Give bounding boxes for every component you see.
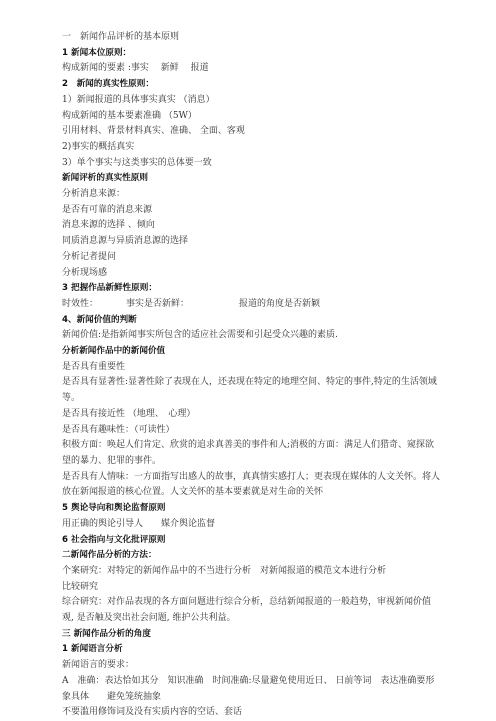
text-line: 积极方面：唤起人们肯定、欣赏的追求真善美的事件和人;消极的方面：满足人们猎奇、窥探欲望的暴力、犯罪的事件。 (62, 440, 435, 466)
text-line: 比较研究 (62, 581, 99, 592)
text-line: 个案研究：对特定的新闻作品中的不当进行分析 对新闻报道的模范文本进行分析 (62, 565, 387, 576)
document-block-1 (62, 30, 442, 297)
text-line: 同质消息源与异质消息源的选择 (62, 236, 189, 247)
section-heading: 6 社会指向与文化批评原则 (62, 534, 166, 545)
section-heading: 5 舆论导向和舆论监督原则 (62, 503, 166, 514)
text-line: 分析消息来源： (62, 189, 126, 200)
text-line: 分析记者提问 (62, 251, 117, 262)
text-line: 综合研究：对作品表现的各方面问题进行综合分析，总结新闻报道的一般趋势，审视新闻价值观, 是否触及突出社会问题, 维护公共利益。 (62, 597, 432, 624)
section-heading: 三 新闻作品分析的角度 (62, 628, 151, 639)
document-page (62, 30, 442, 721)
text-line: 是否具有显著性:显著性除了表现在人，还表现在特定的地理空间、特定的事件,特定的生活领域等。 (62, 377, 437, 404)
section-heading: 2 新闻的真实性原则： (62, 79, 154, 90)
section-heading: 新闻评析的真实性原则 (62, 173, 148, 184)
section-heading: 1 新闻本位原则： (62, 47, 132, 58)
timeliness-line (62, 297, 442, 313)
text-line: 1）新闻报道的具体事实真实 （消息） (62, 94, 215, 105)
section-heading: 3 把握作品新鲜性原则： (62, 283, 157, 294)
section-heading: 二新闻作品分析的方法： (62, 550, 157, 561)
document-block-2 (62, 313, 442, 721)
text-line: 用正确的舆论引导人 媒介舆论监督 (62, 518, 216, 529)
text-line: A 准确：表达恰如其分 知识准确 时间准确:尽量避免使用近日、 日前等词 表达准确要形象具体 避免笼统抽象 (62, 675, 435, 702)
text-line: 消息来源的选择 、倾向 (62, 220, 155, 231)
text-line: 一 新闻作品评析的基本原则 (62, 32, 180, 42)
text-line: 是否具有重要性 (62, 361, 126, 372)
text-line: 分析现场感 (62, 267, 108, 278)
freshness-label: 事实是否新鲜： (126, 298, 190, 309)
section-heading: 分析新闻作品中的新闻价值 (62, 346, 166, 357)
text-line: 是否具有趣味性：（可读性） (62, 424, 175, 435)
text-line: 2)事实的概括真实 (62, 141, 135, 152)
text-line: 是否有可靠的消息来源 (62, 204, 153, 215)
text-line: 3）单个事实与这类事实的总体要一致 (62, 157, 212, 168)
text-line: 是否具有接近性 （地理、 心理） (62, 408, 196, 419)
section-heading: 4、新闻价值的判断 (62, 314, 137, 325)
section-heading: 1 新闻语言分析 (62, 644, 123, 655)
text-line: 新闻价值:是指新闻事实所包含的适应社会需要和引起受众兴趣的素质. (62, 330, 338, 341)
text-line: 引用材料、背景材料真实、准确、 全面、客观 (62, 126, 245, 137)
text-line: 新闻语言的要求： (62, 660, 135, 671)
text-line: 构成新闻的要素 :事实 新鲜 报道 (62, 63, 209, 74)
text-line: 不要滥用修饰词及没有实质内容的空话、套话 (62, 707, 243, 718)
timeliness-label: 时效性： (62, 298, 99, 309)
text-line: 构成新闻的基本要素准确 （5W） (62, 110, 197, 121)
angle-label: 报道的角度是否新颖 (239, 298, 321, 309)
text-line: 是否具有人情味：一方面指写出感人的故事，真真情实感打人；更表现在媒体的人文关怀。将人放在新闻报道的核心位置。人文关怀的基本要素就是对生命的关怀 (62, 471, 441, 498)
